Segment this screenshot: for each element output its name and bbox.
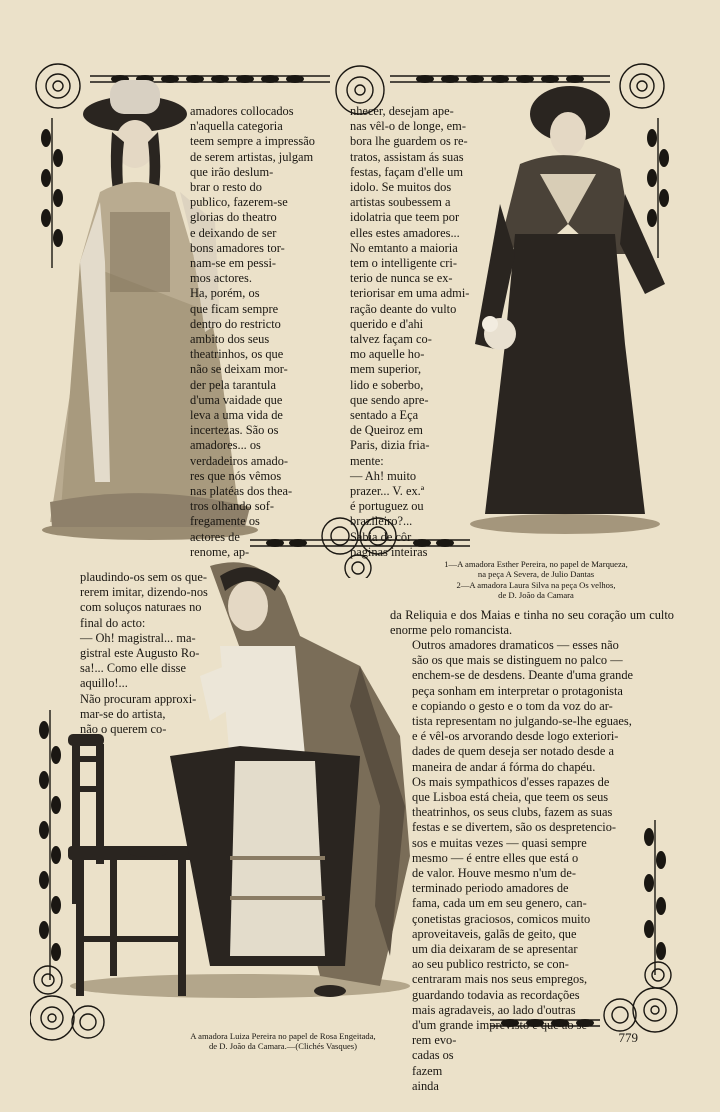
col-d-line: mesmo — é entre elles que está o [412,850,579,865]
caption-top-line-1: 1—A amadora Esther Pereira, no papel de Marqueza, [444,559,628,569]
col-b-line: bora lhe guardem os re- [350,134,468,149]
col-a-line: tros olhando sof- [190,499,274,514]
col-a-line: renome, ap- [190,544,250,559]
col-d-line: cadas os [412,1048,454,1063]
col-d-line: rem evo- [412,1033,457,1048]
col-c-line: com soluços naturaes no [80,600,202,615]
text-column-left-bottom [80,570,260,737]
col-d-line: terminado periodo amadores de [412,881,569,896]
col-c-line: não o querem co- [80,722,167,737]
col-b-line: de Queiroz em [350,423,423,438]
col-d-line: fazem [412,1063,443,1078]
col-c-line: gistral este Augusto Ro- [80,646,200,661]
col-d-line: Outros amadores dramaticos — esses não [412,638,619,652]
col-d-line: centraram mais nos seus empregos, [412,972,588,987]
col-d-line: enchem-se de desdens. Deante d'uma grande [412,668,634,683]
col-a-line: não se deixam mor- [190,362,288,377]
caption-bottom-line-1: A amadora Luiza Pereira no papel de Rosa Engeitada, [190,1031,376,1041]
col-a-line: Ha, porém, os [190,286,260,301]
col-d-line: aproveitaveis, galãs de geito, que [412,926,577,941]
col-a-line: nam-se em pessi- [190,256,277,271]
text-column-right-top [350,104,500,560]
col-b-line: idolatria que teem por [350,210,460,225]
col-a-line: dentro do restricto [190,316,281,331]
col-d-line: festas e se divertem, são os despretencio- [412,820,617,835]
col-d-line: ao seu publico restricto, se con- [412,957,569,972]
col-a-line: leva a uma vida de [190,408,283,423]
col-c-line: — Oh! magistral... ma- [80,630,196,645]
col-d-line: theatrinhos, os seus clubs, fazem as suas [412,805,613,820]
col-b-line: sentado a Eça [350,408,419,423]
col-b-line: elles estes amadores... [350,225,460,240]
col-a-line: de serem artistas, julgam [190,149,314,164]
col-b-line: ração deante do vulto [350,301,457,316]
col-a-line: teem sempre a impressão [190,134,315,149]
caption-bottom-line-2: de D. João da Camara.—(Clichés Vasques) [208,1041,358,1052]
col-d-line: ainda [412,1078,439,1093]
col-a-line: brar o resto do [190,180,262,195]
col-b-line: paginas inteiras [350,544,428,559]
col-b-line: nhecer, desejam ape- [350,104,454,118]
text-column-right-bottom [412,638,674,1094]
col-b-line: mente: [350,453,384,468]
col-b-line: é portuguez ou [350,499,424,514]
col-a-line: e deixando de ser [190,225,277,240]
col-d-line: Os mais sympathicos d'esses rapazes de [412,774,610,789]
col-a-line: glorias do theatro [190,210,277,225]
col-d-line: um dia deixaram de se apresentar [412,942,578,957]
col-d-line: guardando todavia as recordações [412,987,580,1002]
col-a-line: amadores... os [190,438,261,453]
col-b-line: teriorisar em uma admi- [350,286,470,301]
col-a-line: ambito dos seus [190,332,270,347]
col-d-line: fama, cada um em seu genero, can- [412,896,587,911]
col-d-line: são os que mais se distinguem no palco — [412,653,623,668]
col-c-line: aquillo!... [80,676,128,691]
col-a-line: res que nós vêmos [190,468,282,483]
col-d-line: maneira de andar á fórma do chapéu. [412,759,596,774]
col-a-line: incertezas. São os [190,423,279,438]
text-column-right-bottom-lead [390,608,674,638]
col-d-line: sos e muitas vezes — quasi sempre [412,835,587,850]
col-a-line: theatrinhos, os que [190,347,284,362]
col-b-line: querido e d'ahi [350,316,424,331]
col-c-line: Não procuram approxi- [80,691,197,706]
caption-top-line-4: de D. João da Camara [498,590,574,601]
col-b-line: tratos, assistam ás suas [350,149,464,164]
col-d-line: çonetistas graciosos, comicos muito [412,911,591,926]
col-a-line: amadores collocados [190,104,294,118]
col-a-line: bons amadores tor- [190,240,285,255]
col-d-line: peça sonham em interpretar o protagonista [412,683,623,698]
col-a-line: fregamente os [190,514,260,529]
col-b-line: prazer... V. ex.ª [350,484,425,499]
col-a-line: der pela tarantula [190,377,276,392]
col-a-line: actores de [190,529,240,544]
col-b-line: mo aquelle ho- [350,347,425,362]
col-a-line: d'uma vaidade que [190,392,283,407]
col-d-line: mais agradaveis, ao lado d'outras [412,1002,576,1017]
col-b-line: artistas soubessem a [350,195,451,210]
col-b-line: tem o intelligente cri- [350,256,458,271]
col-a-line: n'aquella categoria [190,119,283,134]
col-d-line: e é vêl-os arvorando desde logo exteriori- [412,729,619,744]
col-d-line: d'um grande imprevisto e que ao se- [412,1018,592,1033]
col-c-line: plaudindo-os sem os que- [80,570,207,584]
col-b-line: Paris, dizia fria- [350,438,430,453]
col-b-line: brazileiro?... [350,514,413,529]
col-b-line: idolo. Se muitos dos [350,180,452,195]
col-a-line: publico, fazerem-se [190,195,288,210]
col-d-line: dades de quem deseja ser notado desde a [412,744,614,759]
col-a-line: que irão deslum- [190,164,274,179]
col-b-line: que sendo apre- [350,392,429,407]
col-b-line: mem superior, [350,362,422,377]
col-d-line: e copiando o gesto e o tom da voz do ar- [412,698,613,713]
caption-top-line-2: na peça A Severa, de Julio Dantas [477,569,595,580]
page-number: 779 [618,1030,638,1045]
paragraph-reliquia: da Reliquia e dos Maias e tinha no seu coração um culto enorme pelo romancista. [390,608,674,638]
caption-top-photos [396,559,676,601]
col-a-line: mos actores. [190,271,252,286]
col-c-line: rerem imitar, dizendo-nos [80,585,208,600]
col-d-line: tista representam no julgando-se-lhe eguaes, [412,714,632,729]
text-column-left-top [190,104,338,560]
col-b-line: No emtanto a maioria [350,240,458,255]
col-a-line: verdadeiros amado- [190,453,289,468]
col-c-line: sa!... Como elle disse [80,661,186,676]
col-b-line: — Ah! muito [350,468,417,483]
col-b-line: lido e soberbo, [350,377,424,392]
col-a-line: que ficam sempre [190,301,279,316]
col-a-line: nas platéas dos thea- [190,484,293,499]
col-c-line: mar-se do artista, [80,706,166,721]
col-b-line: terio de nunca se ex- [350,271,453,286]
col-b-line: talvez façam co- [350,332,432,347]
caption-top-line-3: 2—A amadora Laura Silva na peça Os velhos, [456,579,616,590]
col-b-line: festas, façam d'elle um [350,164,464,179]
col-b-line: Sabia de côr [350,529,412,544]
col-d-line: de valor. Houve mesmo n'um de- [412,866,576,881]
caption-bottom-photo [118,1031,448,1052]
col-c-line: final do acto: [80,615,146,630]
col-b-line: nas vêl-o de longe, em- [350,119,466,134]
col-d-line: que Lisboa está cheia, que teem os seus [412,790,609,805]
